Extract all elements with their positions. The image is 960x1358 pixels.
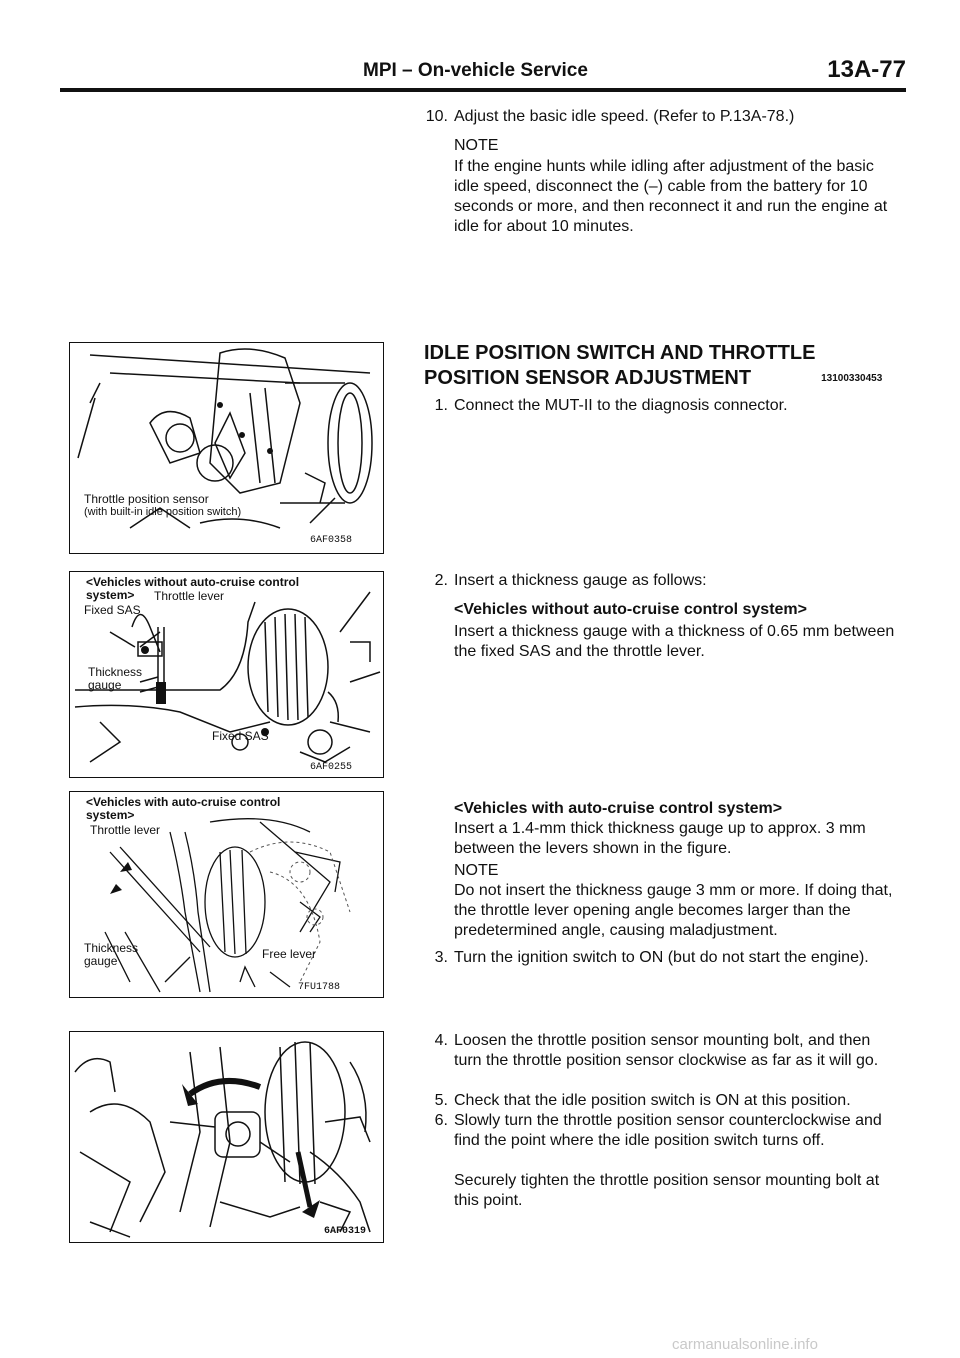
figure-throttle-position-sensor (69, 342, 384, 554)
label-gauge: gauge (84, 954, 118, 968)
fig3-title-line-1: <Vehicles with auto-cruise control (86, 795, 281, 809)
label-throttle-position-sensor: Throttle position sensor (84, 492, 209, 506)
heading-line-1: IDLE POSITION SWITCH AND THROTTLE (424, 342, 816, 364)
fig2-title-line-1: <Vehicles without auto-cruise control (86, 575, 300, 589)
label-throttle-lever: Throttle lever (154, 589, 225, 603)
step-text: Loosen the throttle position sensor mounting bolt, and then turn the throttle position sensor clockwise as far as it will go. (454, 1032, 879, 1069)
subheading-with-cruise: <Vehicles with auto-cruise control system> (454, 800, 783, 817)
step-number: 5. (434, 1092, 448, 1109)
step-text: Check that the idle position switch is ON at this position. (454, 1092, 851, 1109)
text-without-cruise: Insert a thickness gauge with a thickness of 0.65 mm between the fixed SAS and the throttle lever. (454, 623, 895, 660)
section-title: MPI – On-vehicle Service (363, 60, 588, 81)
label-fixed-sas-bottom: Fixed SAS (212, 729, 269, 743)
label-throttle-lever: Throttle lever (90, 823, 161, 837)
step-number: 4. (434, 1032, 448, 1049)
throttle-body-illustration (70, 343, 383, 553)
figure-code: 7FU1788 (298, 982, 341, 993)
label-thickness: Thickness (84, 941, 139, 955)
label-gauge: gauge (88, 678, 122, 692)
subheading-without-cruise: <Vehicles without auto-cruise control system> (454, 601, 807, 618)
section-code: 13100330453 (821, 372, 883, 384)
note-label: NOTE (454, 862, 499, 879)
step-text: Turn the ignition switch to ON (but do not start the engine). (454, 949, 869, 966)
figure-sensor-rotation (69, 1031, 384, 1243)
fig2-title-line-2: system> (86, 588, 135, 602)
step-number: 2. (434, 572, 448, 589)
note-text: Do not insert the thickness gauge 3 mm or more. If doing that, the throttle lever opening angle becomes larger than the predetermined angle, causing maladjustment. (454, 882, 893, 939)
figure-code: 6AF0319 (324, 1226, 367, 1237)
header-rule (60, 88, 906, 92)
figure-without-auto-cruise (69, 571, 384, 778)
step-text: Slowly turn the throttle position sensor counterclockwise and find the point where the idle position switch turns off. (454, 1112, 882, 1149)
page-number: 13A-77 (827, 56, 906, 83)
heading-line-2-text: POSITION SENSOR ADJUSTMENT (424, 367, 752, 389)
label-thickness: Thickness (88, 665, 143, 679)
figure-with-auto-cruise (69, 791, 384, 998)
heading-line-2 (424, 367, 882, 390)
page-header (60, 54, 906, 88)
label-free-lever: Free lever (262, 947, 317, 961)
figure-code: 6AF0255 (310, 762, 353, 773)
fig3-title-line-2: system> (86, 808, 135, 822)
step-number: 3. (434, 949, 448, 966)
note-text: If the engine hunts while idling after adjustment of the basic idle speed, disconnect the (–) cable from the battery for 10 seconds or more, and then reconnect it and run the engine at idle for about 10 minutes. (454, 158, 888, 235)
figure-code: 6AF0358 (310, 535, 353, 546)
section-heading (424, 342, 882, 390)
sensor-rotation-illustration (70, 1032, 383, 1242)
label-fixed-sas-top: Fixed SAS (84, 603, 141, 617)
step-number: 6. (434, 1112, 448, 1129)
step-number: 1. (434, 397, 448, 414)
note-label: NOTE (454, 137, 499, 154)
step-text: Insert a thickness gauge as follows: (454, 572, 707, 589)
step-number: 10. (425, 108, 448, 125)
text-with-cruise: Insert a 1.4-mm thick thickness gauge up to approx. 3 mm between the levers shown in the figure. (454, 820, 866, 857)
step-text: Adjust the basic idle speed. (Refer to P.13A-78.) (454, 108, 795, 125)
watermark: carmanualsonline.info (672, 1336, 818, 1353)
step-text: Connect the MUT-II to the diagnosis connector. (454, 397, 788, 414)
step-text-b: Securely tighten the throttle position sensor mounting bolt at this point. (454, 1172, 880, 1209)
label-built-in-switch: (with built-in idle position switch) (84, 506, 242, 518)
